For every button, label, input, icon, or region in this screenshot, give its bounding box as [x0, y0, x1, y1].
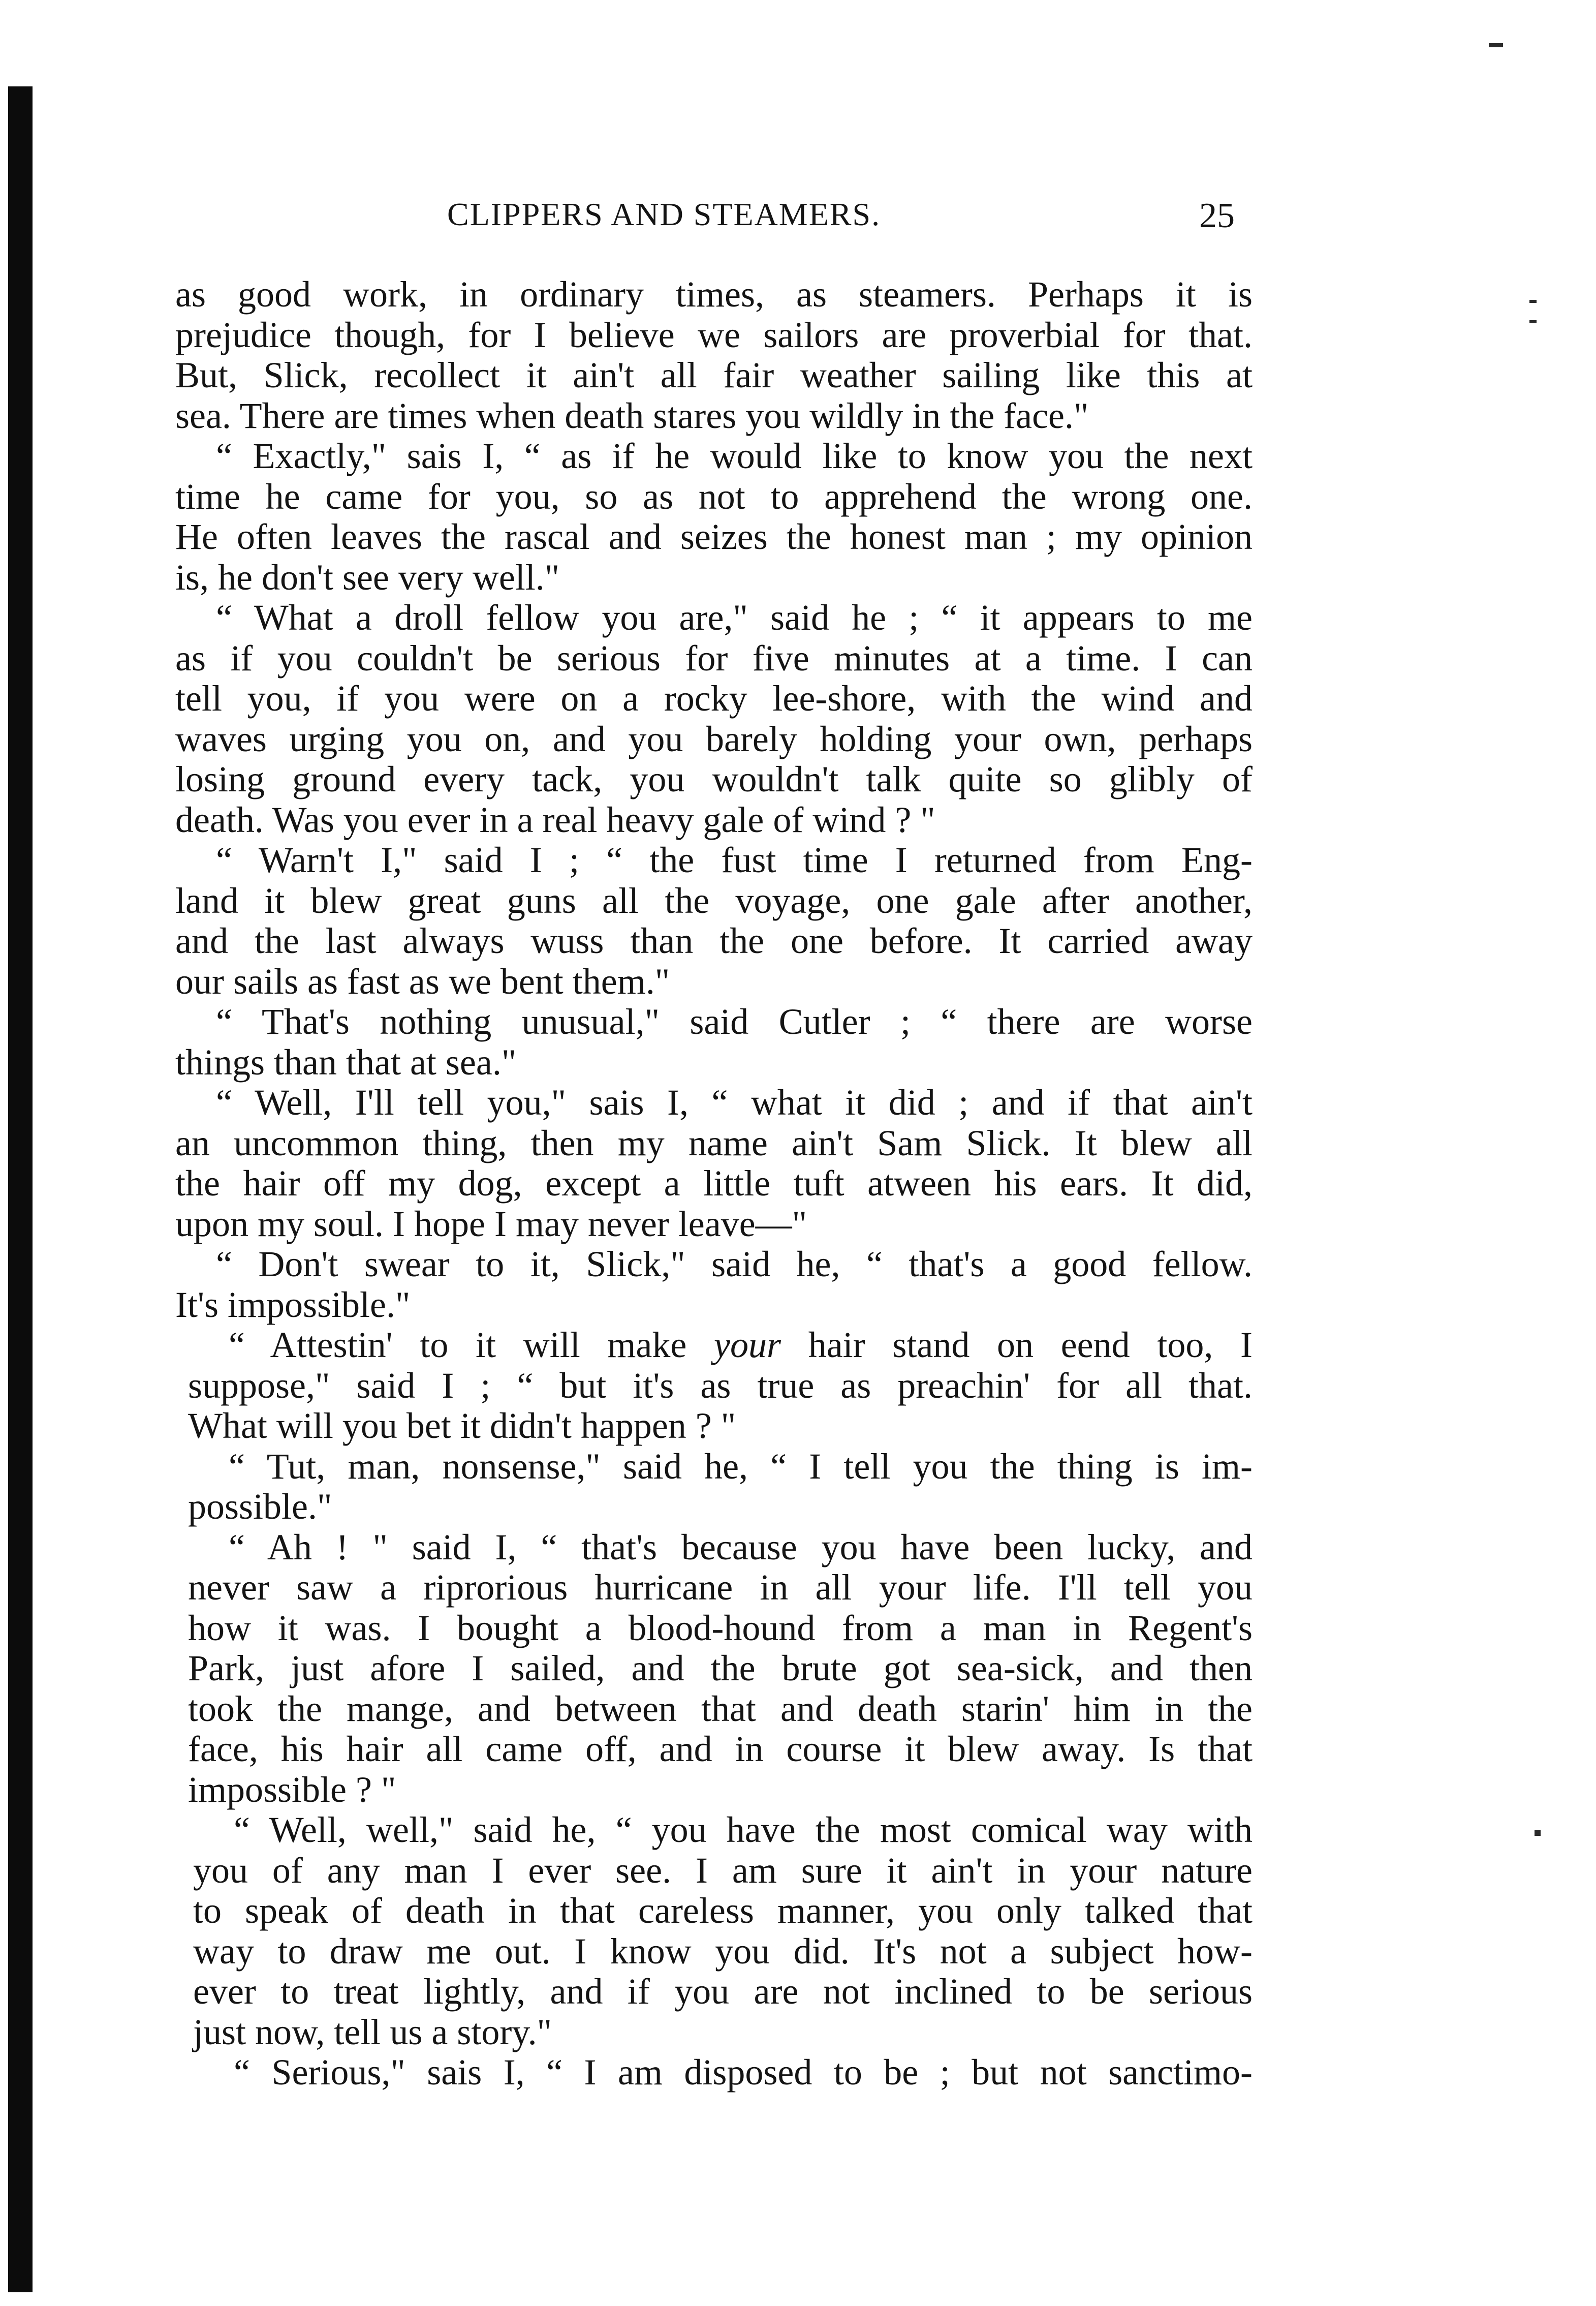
text-line: “ Well, I'll tell you," sais I, “ what it did ; and if that ain't — [216, 1082, 1253, 1123]
text-line: an uncommon thing, then my name ain't Sam Slick. It blew all — [175, 1122, 1253, 1163]
stray-mark-top-right — [1489, 43, 1503, 47]
text-line: never saw a riprorious hurricane in all your life. I'll tell you — [188, 1567, 1253, 1608]
text-line: sea. There are times when death stares you wildly in the face." — [175, 395, 1089, 436]
stray-mark-right-margin — [1529, 300, 1537, 303]
text-line: “ That's nothing unusual," said Cutler ; “ there are worse — [216, 1001, 1253, 1042]
text-line: But, Slick, recollect it ain't all fair weather sailing like this at — [175, 355, 1253, 395]
text-line: as if you couldn't be serious for five minutes at a time. I can — [175, 637, 1253, 679]
text-line: “ Tut, man, nonsense," said he, “ I tell you the thing is im- — [229, 1446, 1253, 1487]
text-line: “ Don't swear to it, Slick," said he, “ that's a good fellow. — [216, 1244, 1253, 1284]
text-line: is, he don't see very well." — [175, 557, 560, 598]
text-line: death. Was you ever in a real heavy gale of wind ? " — [175, 799, 935, 840]
text-line: just now, tell us a story." — [193, 2011, 552, 2052]
text-line: What will you bet it didn't happen ? " — [188, 1405, 736, 1446]
page-header — [178, 196, 1235, 247]
text-line: losing ground every tack, you wouldn't talk quite so glibly of — [175, 759, 1253, 800]
text-line: “ Well, well," said he, “ you have the most comical way with — [234, 1809, 1253, 1850]
text-line: Park, just afore I sailed, and the brute got sea-sick, and then — [188, 1648, 1253, 1688]
body-text — [175, 274, 1253, 2093]
stray-mark-right-margin — [1529, 320, 1537, 323]
text-line: “ Warn't I," said I ; “ the fust time I returned from Eng- — [216, 840, 1253, 880]
text-line: “ Exactly," sais I, “ as if he would like to know you the next — [216, 436, 1253, 476]
text-line: face, his hair all came off, and in course it blew away. Is that — [188, 1729, 1253, 1769]
text-line: you of any man I ever see. I am sure it ain't in your nature — [193, 1850, 1253, 1891]
text-line: land it blew great guns all the voyage, one gale after another, — [175, 880, 1253, 921]
text-line: tell you, if you were on a rocky lee-shore, with the wind and — [175, 678, 1253, 719]
text-line: “ Serious," sais I, “ I am disposed to be ; but not sanctimo- — [234, 2052, 1253, 2093]
running-head: CLIPPERS AND STEAMERS. — [447, 196, 881, 232]
page-number: 25 — [1199, 196, 1235, 235]
text-line: as good work, in ordinary times, as steamers. Perhaps it is — [175, 274, 1253, 315]
text-line: impossible ? " — [188, 1769, 396, 1810]
text-line: He often leaves the rascal and seizes the honest man ; my opinion — [175, 516, 1253, 557]
text-line: It's impossible." — [175, 1284, 411, 1325]
text-line: waves urging you on, and you barely holding your own, perhaps — [175, 718, 1253, 759]
text-line: the hair off my dog, except a little tuft atween his ears. It did, — [175, 1163, 1253, 1204]
emphasis-word: your — [714, 1325, 781, 1365]
text-line: “ Ah ! " said I, “ that's because you have been lucky, and — [229, 1526, 1253, 1567]
text-line: took the mange, and between that and death starin' him in the — [188, 1688, 1253, 1729]
text-line: to speak of death in that careless manner, you only talked that — [193, 1890, 1253, 1931]
text-line: possible." — [188, 1486, 332, 1527]
text-line: how it was. I bought a blood-hound from a man in Regent's — [188, 1607, 1253, 1648]
text-line: time he came for you, so as not to apprehend the wrong one. — [175, 476, 1253, 517]
page-binding-shadow — [8, 86, 33, 2292]
text-line: “ Attestin' to it will make your hair stand on eend too, I — [229, 1325, 1253, 1365]
text-line: and the last always wuss than the one before. It carried away — [175, 920, 1253, 961]
text-line: upon my soul. I hope I may never leave—" — [175, 1203, 807, 1244]
text-line: ever to treat lightly, and if you are not inclined to be serious — [193, 1971, 1253, 2012]
text-line: way to draw me out. I know you did. It's not a subject how- — [193, 1930, 1253, 1972]
text-line: things than that at sea." — [175, 1041, 517, 1083]
text-line: our sails as fast as we bent them." — [175, 961, 670, 1002]
stray-mark-right-margin — [1535, 1830, 1541, 1836]
text-line: prejudice though, for I believe we sailors are proverbial for that. — [175, 314, 1253, 355]
text-line: suppose," said I ; “ but it's as true as preachin' for all that. — [188, 1365, 1253, 1406]
text-line: “ What a droll fellow you are," said he ; “ it appears to me — [216, 597, 1253, 638]
